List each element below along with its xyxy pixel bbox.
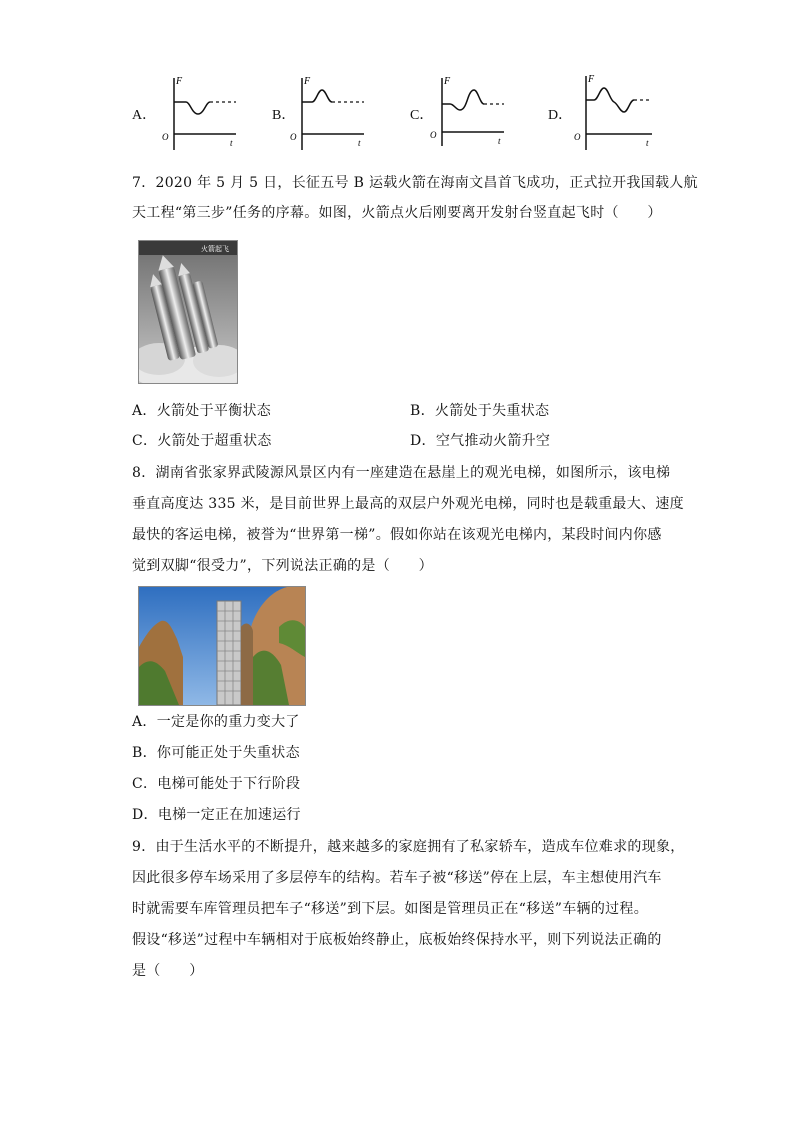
rocket-launch-photo	[138, 240, 238, 384]
graph-d-origin-label: O	[574, 132, 581, 142]
q7-option-d: D．空气推动火箭升空	[410, 433, 551, 449]
q8-line-2: 垂直高度达 335 米，是目前世界上最高的双层户外观光电梯，同时也是载重最大、速度	[132, 496, 684, 512]
graph-b	[288, 74, 368, 154]
q9-line-4: 假设“移送”过程中车辆相对于底板始终静止，底板始终保持水平，则下列说法正确的	[132, 932, 662, 948]
rocket-illustration	[139, 241, 237, 383]
q9-line-5: 是（ ）	[132, 963, 204, 979]
graph-b-origin-label: O	[290, 132, 297, 142]
graph-a	[160, 74, 240, 154]
q7-option-c: C．火箭处于超重状态	[132, 433, 272, 449]
elevator-illustration	[139, 587, 305, 705]
option-a-label: A．	[132, 108, 157, 123]
q9-line-1: 9．由于生活水平的不断提升，越来越多的家庭拥有了私家轿车，造成车位难求的现象，	[132, 839, 685, 855]
option-c-label: C．	[410, 108, 434, 123]
graph-d-f-axis-label: F	[588, 74, 595, 85]
q7-option-b: B．火箭处于失重状态	[410, 403, 550, 419]
q7-option-a: A．火箭处于平衡状态	[132, 403, 272, 419]
option-b-label: B．	[272, 108, 296, 123]
graph-a-origin-label: O	[162, 132, 169, 142]
q8-option-d: D．电梯一定正在加速运行	[132, 807, 301, 823]
graph-d-t-axis-label: t	[646, 138, 649, 148]
option-d-label: D．	[548, 108, 573, 123]
graph-c-t-axis-label: t	[498, 136, 501, 146]
q7-line-2: 天工程“第三步”任务的序幕。如图，火箭点火后刚要离开发射台竖直起飞时（ ）	[132, 205, 662, 221]
graph-a-t-axis-label: t	[230, 138, 233, 148]
rocket-photo-caption: 火箭起飞	[201, 245, 229, 253]
q7-line-1: 7．2020 年 5 月 5 日，长征五号 B 运载火箭在海南文昌首飞成功，正式拉开我国载人航	[132, 175, 698, 191]
q8-line-3: 最快的客运电梯，被誉为“世界第一梯”。假如你站在该观光电梯内，某段时间内你感	[132, 527, 662, 543]
elevator-cliff-photo	[138, 586, 306, 706]
graph-c-origin-label: O	[430, 130, 437, 140]
q8-option-c: C．电梯可能处于下行阶段	[132, 776, 301, 792]
graph-b-f-axis-label: F	[304, 76, 311, 87]
graph-d	[572, 72, 656, 156]
graph-a-f-axis-label: F	[176, 76, 183, 87]
graph-b-t-axis-label: t	[358, 138, 361, 148]
q9-line-3: 时就需要车库管理员把车子“移送”到下层。如图是管理员正在“移送”车辆的过程。	[132, 901, 649, 917]
graph-c-f-axis-label: F	[444, 76, 451, 87]
q8-line-1: 8．湖南省张家界武陵源风景区内有一座建造在悬崖上的观光电梯，如图所示，该电梯	[132, 465, 671, 481]
q8-option-a: A．一定是你的重力变大了	[132, 714, 300, 730]
graph-c	[428, 74, 508, 154]
q9-line-2: 因此很多停车场采用了多层停车的结构。若车子被“移送”停在上层，车主想使用汽车	[132, 870, 662, 886]
q8-line-4: 觉到双脚“很受力”，下列说法正确的是（ ）	[132, 558, 433, 574]
q8-option-b: B．你可能正处于失重状态	[132, 745, 300, 761]
